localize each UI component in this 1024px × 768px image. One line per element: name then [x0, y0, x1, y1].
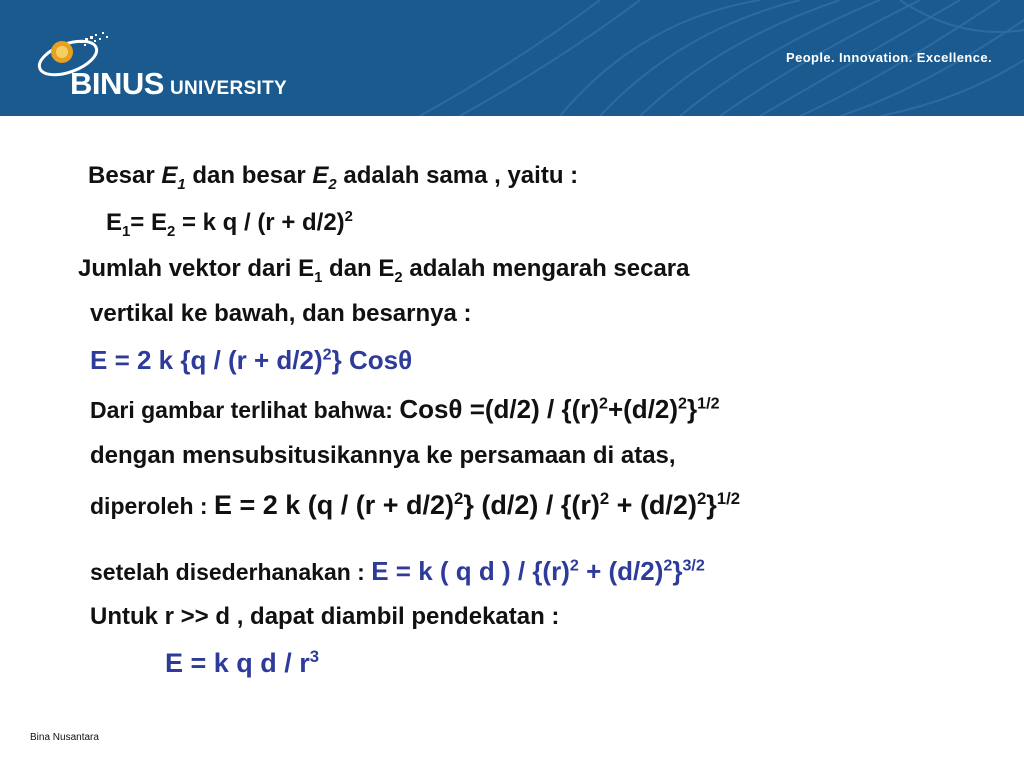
footer-text: Bina Nusantara — [30, 732, 99, 743]
logo-main-text: BINUS — [70, 66, 164, 101]
header-tagline: People. Innovation. Excellence. — [786, 50, 993, 65]
text-line-2: $E_1= E_2 = k$ $q / (r + d/2)^2$ — [106, 209, 353, 240]
text-line-3: Jumlah vektor dari $E_1$ dan $E_2$ adalah mengarah secara — [78, 255, 690, 286]
formula-line-5: E = 2 k $\{q / (r + d/2)^2\}$ Cosθ — [90, 345, 413, 375]
logo-sub-text: UNIVERSITY — [169, 78, 287, 99]
text-line-7: dengan mensubsitusikannya ke persamaan di atas, — [90, 442, 676, 469]
slide-header — [0, 0, 1024, 116]
text-line-8: diperoleh : E = 2 k $(q / (r + d/2)^2\}$ $(d/2) / \{(r)^2 + (d/2)^2\}^{1/2}$ — [90, 489, 741, 520]
logo-wordmark — [70, 66, 287, 102]
text-line-1: Besar $E_1$ dan besar $E_2$ adalah sama , yaitu : — [88, 162, 579, 193]
text-line-9: setelah disederhanakan : E = k ( q d ) / $\{(r)^2 + (d/2)^2\}^{3/2}$ — [90, 556, 705, 586]
text-line-6: Dari gambar terlihat bahwa: $Cos\theta =(d/2) / \{(r)^2+(d/2)^2\}^{1/2}$ — [90, 394, 720, 424]
text-line-4: vertikal ke bawah, dan besarnya : — [90, 300, 472, 327]
formula-line-11: E = k q d / $r^3$ — [165, 647, 320, 678]
text-line-10: Untuk r >> d , dapat diambil pendekatan : — [90, 603, 560, 630]
